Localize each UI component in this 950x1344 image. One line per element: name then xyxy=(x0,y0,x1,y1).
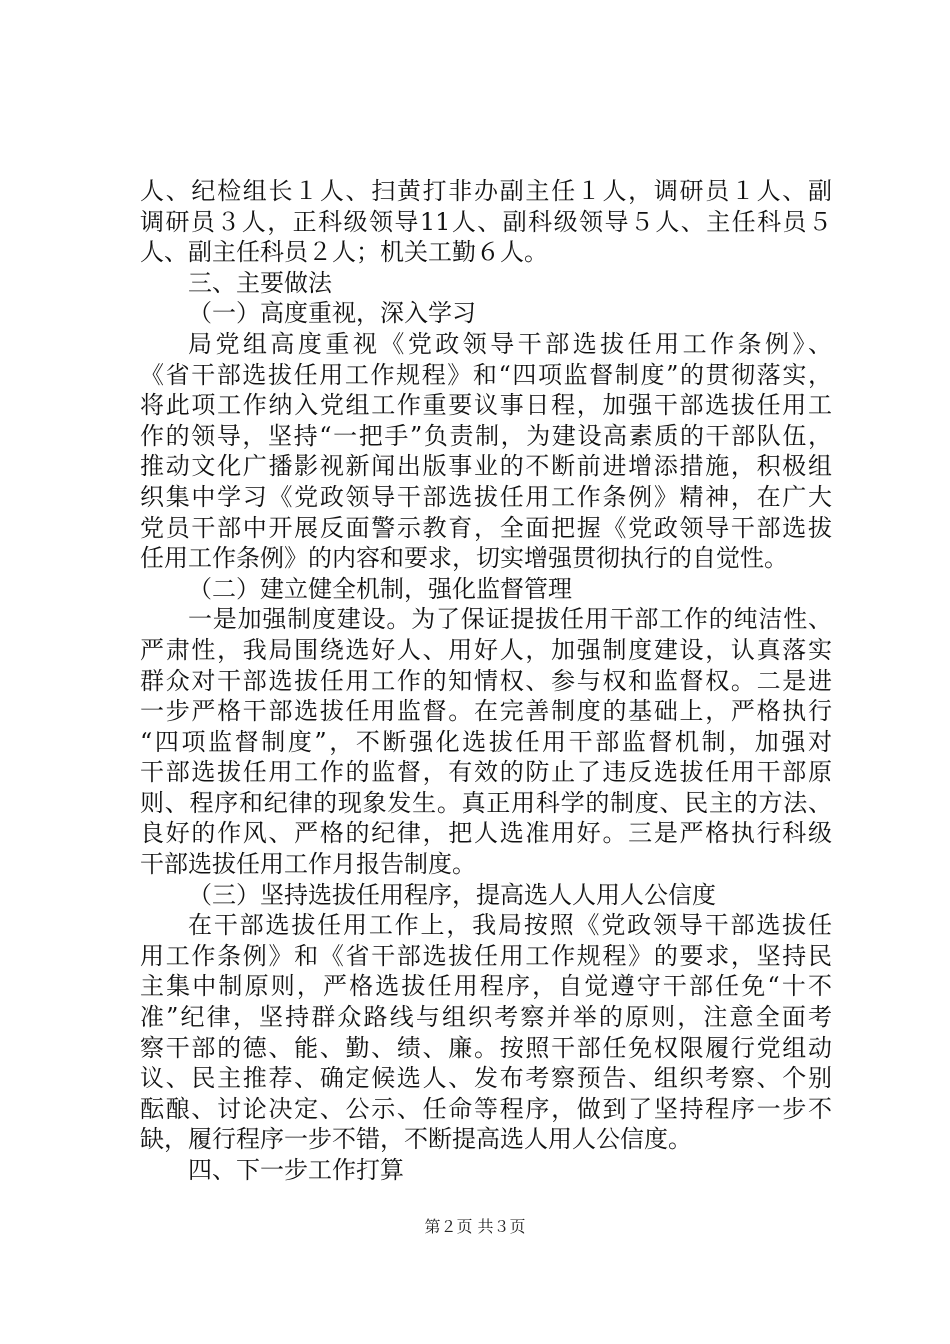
section-heading: 四、下一步工作打算 xyxy=(188,1156,404,1184)
body-text-line: 作的领导，坚持“一把手”负责制，为建设高素质的干部队伍， xyxy=(140,421,832,450)
body-text-line: 调研员３人，正科级领导11人、副科级领导５人、主任科员５ xyxy=(140,207,832,236)
body-text-line: 一步严格干部选拔任用监督。在完善制度的基础上，严格执行 xyxy=(140,697,832,726)
document-body xyxy=(140,176,832,1186)
body-text-line: 织集中学习《党政领导干部选拔任用工作条例》精神，在广大 xyxy=(140,482,832,511)
body-text-line: 群众对干部选拔任用工作的知情权、参与权和监督权。二是进 xyxy=(140,666,832,695)
body-text-line: 察干部的德、能、勤、绩、廉。按照干部任免权限履行党组动 xyxy=(140,1033,832,1062)
subsection-heading: （一）高度重视，深入学习 xyxy=(188,299,476,328)
body-text-line: 酝酿、讨论决定、公示、任命等程序，做到了坚持程序一步不 xyxy=(140,1094,832,1123)
body-text-line: 严肃性，我局围绕选好人、用好人，加强制度建设，认真落实 xyxy=(140,635,832,664)
body-text-line: 一是加强制度建设。为了保证提拔任用干部工作的纯洁性、 xyxy=(188,605,832,634)
body-text-line: 缺，履行程序一步不错，不断提高选人用人公信度。 xyxy=(140,1125,692,1154)
body-text-line: 议、民主推荐、确定候选人、发布考察预告、组织考察、个别 xyxy=(140,1064,832,1093)
body-text-line: 人、副主任科员２人；机关工勤６人。 xyxy=(140,238,548,267)
body-text-line: 任用工作条例》的内容和要求，切实增强贯彻执行的自觉性。 xyxy=(140,544,788,573)
body-text-line: 党员干部中开展反面警示教育，全面把握《党政领导干部选拔 xyxy=(140,513,832,542)
body-text-line: 在干部选拔任用工作上，我局按照《党政领导干部选拔任 xyxy=(188,911,832,940)
body-text-line: 推动文化广播影视新闻出版事业的不断前进增添措施，积极组 xyxy=(140,452,832,481)
body-text-line: 干部选拔任用工作月报告制度。 xyxy=(140,850,476,879)
body-text-line: 主集中制原则，严格选拔任用程序，自觉遵守干部任免“十不 xyxy=(140,972,832,1001)
body-text-line: 将此项工作纳入党组工作重要议事日程，加强干部选拔任用工 xyxy=(140,391,832,420)
body-text-line: 用工作条例》和《省干部选拔任用工作规程》的要求，坚持民 xyxy=(140,941,832,970)
subsection-heading: （三）坚持选拔任用程序，提高选人人用人公信度 xyxy=(188,880,716,909)
body-text-line: 局党组高度重视《党政领导干部选拔任用工作条例》、 xyxy=(188,329,832,358)
body-text-line: 准”纪律，坚持群众路线与组织考察并举的原则，注意全面考 xyxy=(140,1003,832,1032)
body-text-line: “四项监督制度”，不断强化选拔任用干部监督机制，加强对 xyxy=(140,727,832,756)
body-text-line: 干部选拔任用工作的监督，有效的防止了违反选拔任用干部原 xyxy=(140,758,832,787)
body-text-line: 则、程序和纪律的现象发生。真正用科学的制度、民主的方法、 xyxy=(140,788,832,817)
body-text-line: 《省干部选拔任用工作规程》和“四项监督制度”的贯彻落实， xyxy=(140,360,832,389)
subsection-heading: （二）建立健全机制，强化监督管理 xyxy=(188,574,572,603)
page-number-footer: 第２页 共３页 xyxy=(424,1217,526,1236)
body-text-line: 良好的作风、严格的纪律，把人选准用好。三是严格执行科级 xyxy=(140,819,832,848)
body-text-line: 人、纪检组长１人、扫黄打非办副主任１人，调研员１人、副 xyxy=(140,177,832,205)
section-heading: 三、主要做法 xyxy=(188,268,332,297)
